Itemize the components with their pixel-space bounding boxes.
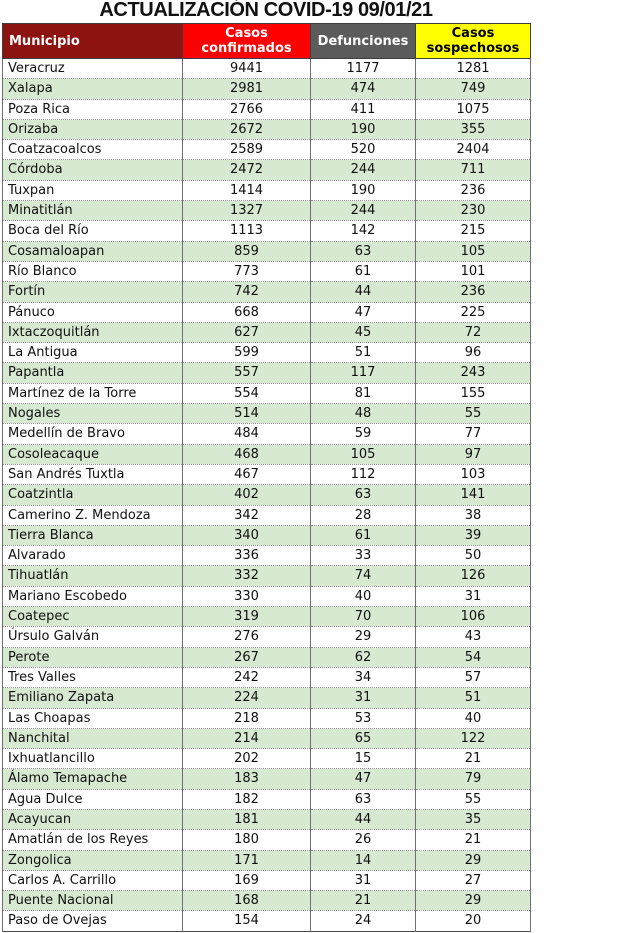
page-title: ACTUALIZACIÓN COVID-19 09/01/21 bbox=[99, 0, 433, 21]
suspected-cases-cell: 96 bbox=[416, 343, 531, 363]
suspected-cases-cell: 101 bbox=[416, 261, 531, 281]
deaths-cell: 29 bbox=[311, 627, 416, 647]
table-row bbox=[3, 221, 531, 241]
confirmed-cases-cell: 336 bbox=[183, 546, 311, 566]
deaths-cell: 31 bbox=[311, 870, 416, 890]
table-row bbox=[3, 586, 531, 606]
table-row bbox=[3, 607, 531, 627]
deaths-cell: 31 bbox=[311, 688, 416, 708]
confirmed-cases-cell: 514 bbox=[183, 404, 311, 424]
confirmed-cases-cell: 218 bbox=[183, 708, 311, 728]
municipality-cell: Tres Valles bbox=[3, 667, 183, 687]
confirmed-cases-cell: 214 bbox=[183, 728, 311, 748]
municipality-cell: Poza Rica bbox=[3, 99, 183, 119]
municipality-cell: Puente Nacional bbox=[3, 891, 183, 911]
table-row bbox=[3, 546, 531, 566]
deaths-cell: 15 bbox=[311, 749, 416, 769]
confirmed-cases-cell: 484 bbox=[183, 424, 311, 444]
municipality-cell: Paso de Ovejas bbox=[3, 911, 183, 931]
deaths-cell: 61 bbox=[311, 261, 416, 281]
municipality-cell: Camerino Z. Mendoza bbox=[3, 505, 183, 525]
municipality-cell: Fortín bbox=[3, 282, 183, 302]
confirmed-cases-cell: 599 bbox=[183, 343, 311, 363]
suspected-cases-cell: 31 bbox=[416, 586, 531, 606]
confirmed-cases-cell: 182 bbox=[183, 789, 311, 809]
confirmed-cases-cell: 773 bbox=[183, 261, 311, 281]
municipality-cell: Veracruz bbox=[3, 59, 183, 79]
table-row bbox=[3, 485, 531, 505]
municipality-cell: Ixtaczoquitlán bbox=[3, 322, 183, 342]
suspected-cases-cell: 1075 bbox=[416, 99, 531, 119]
municipality-cell: Papantla bbox=[3, 363, 183, 383]
confirmed-cases-cell: 2672 bbox=[183, 119, 311, 139]
confirmed-cases-cell: 554 bbox=[183, 383, 311, 403]
deaths-cell: 81 bbox=[311, 383, 416, 403]
deaths-cell: 59 bbox=[311, 424, 416, 444]
municipality-cell: Acayucan bbox=[3, 809, 183, 829]
confirmed-cases-cell: 183 bbox=[183, 769, 311, 789]
column-header-municipio: Municipio bbox=[3, 24, 183, 59]
suspected-cases-cell: 55 bbox=[416, 404, 531, 424]
table-row bbox=[3, 160, 531, 180]
suspected-cases-cell: 21 bbox=[416, 830, 531, 850]
deaths-cell: 28 bbox=[311, 505, 416, 525]
suspected-cases-cell: 236 bbox=[416, 282, 531, 302]
suspected-cases-cell: 72 bbox=[416, 322, 531, 342]
municipality-cell: Úrsulo Galván bbox=[3, 627, 183, 647]
table-row bbox=[3, 322, 531, 342]
table-row bbox=[3, 282, 531, 302]
deaths-cell: 47 bbox=[311, 302, 416, 322]
municipality-cell: La Antigua bbox=[3, 343, 183, 363]
suspected-cases-cell: 39 bbox=[416, 525, 531, 545]
municipality-cell: Carlos A. Carrillo bbox=[3, 870, 183, 890]
deaths-cell: 21 bbox=[311, 891, 416, 911]
table-row bbox=[3, 119, 531, 139]
deaths-cell: 74 bbox=[311, 566, 416, 586]
table-row bbox=[3, 647, 531, 667]
municipality-cell: Ixhuatlancillo bbox=[3, 749, 183, 769]
suspected-cases-cell: 77 bbox=[416, 424, 531, 444]
table-row bbox=[3, 566, 531, 586]
deaths-cell: 1177 bbox=[311, 59, 416, 79]
municipality-cell: Mariano Escobedo bbox=[3, 586, 183, 606]
table-row bbox=[3, 809, 531, 829]
deaths-cell: 112 bbox=[311, 464, 416, 484]
municipality-cell: Medellín de Bravo bbox=[3, 424, 183, 444]
suspected-cases-cell: 126 bbox=[416, 566, 531, 586]
deaths-cell: 190 bbox=[311, 119, 416, 139]
table-row bbox=[3, 79, 531, 99]
municipality-cell: Coatzacoalcos bbox=[3, 140, 183, 160]
municipality-cell: Coatzintla bbox=[3, 485, 183, 505]
suspected-cases-cell: 1281 bbox=[416, 59, 531, 79]
column-header-casos-confirmados: Casos confirmados bbox=[183, 24, 311, 59]
confirmed-cases-cell: 1327 bbox=[183, 201, 311, 221]
suspected-cases-cell: 55 bbox=[416, 789, 531, 809]
table-row bbox=[3, 424, 531, 444]
table-row bbox=[3, 261, 531, 281]
confirmed-cases-cell: 2589 bbox=[183, 140, 311, 160]
suspected-cases-cell: 29 bbox=[416, 850, 531, 870]
table-row bbox=[3, 911, 531, 931]
deaths-cell: 61 bbox=[311, 525, 416, 545]
deaths-cell: 63 bbox=[311, 485, 416, 505]
table-row bbox=[3, 525, 531, 545]
confirmed-cases-cell: 557 bbox=[183, 363, 311, 383]
confirmed-cases-cell: 340 bbox=[183, 525, 311, 545]
deaths-cell: 33 bbox=[311, 546, 416, 566]
suspected-cases-cell: 38 bbox=[416, 505, 531, 525]
deaths-cell: 244 bbox=[311, 201, 416, 221]
deaths-cell: 51 bbox=[311, 343, 416, 363]
confirmed-cases-cell: 180 bbox=[183, 830, 311, 850]
confirmed-cases-cell: 181 bbox=[183, 809, 311, 829]
municipality-cell: Amatlán de los Reyes bbox=[3, 830, 183, 850]
table-row bbox=[3, 708, 531, 728]
municipality-cell: Zongolica bbox=[3, 850, 183, 870]
table-row bbox=[3, 789, 531, 809]
municipality-cell: San Andrés Tuxtla bbox=[3, 464, 183, 484]
deaths-cell: 70 bbox=[311, 607, 416, 627]
suspected-cases-cell: 29 bbox=[416, 891, 531, 911]
municipality-cell: Cosoleacaque bbox=[3, 444, 183, 464]
table-row bbox=[3, 830, 531, 850]
confirmed-cases-cell: 467 bbox=[183, 464, 311, 484]
suspected-cases-cell: 225 bbox=[416, 302, 531, 322]
suspected-cases-cell: 711 bbox=[416, 160, 531, 180]
deaths-cell: 26 bbox=[311, 830, 416, 850]
table-row bbox=[3, 241, 531, 261]
municipality-cell: Tihuatlán bbox=[3, 566, 183, 586]
suspected-cases-cell: 35 bbox=[416, 809, 531, 829]
deaths-cell: 44 bbox=[311, 809, 416, 829]
table-row bbox=[3, 769, 531, 789]
municipality-cell: Orizaba bbox=[3, 119, 183, 139]
suspected-cases-cell: 57 bbox=[416, 667, 531, 687]
table-row bbox=[3, 891, 531, 911]
deaths-cell: 244 bbox=[311, 160, 416, 180]
suspected-cases-cell: 105 bbox=[416, 241, 531, 261]
municipality-cell: Río Blanco bbox=[3, 261, 183, 281]
confirmed-cases-cell: 330 bbox=[183, 586, 311, 606]
municipality-cell: Álamo Temapache bbox=[3, 769, 183, 789]
deaths-cell: 34 bbox=[311, 667, 416, 687]
suspected-cases-cell: 141 bbox=[416, 485, 531, 505]
suspected-cases-cell: 21 bbox=[416, 749, 531, 769]
deaths-cell: 63 bbox=[311, 241, 416, 261]
confirmed-cases-cell: 742 bbox=[183, 282, 311, 302]
suspected-cases-cell: 40 bbox=[416, 708, 531, 728]
confirmed-cases-cell: 468 bbox=[183, 444, 311, 464]
confirmed-cases-cell: 168 bbox=[183, 891, 311, 911]
municipality-cell: Emiliano Zapata bbox=[3, 688, 183, 708]
confirmed-cases-cell: 276 bbox=[183, 627, 311, 647]
confirmed-cases-cell: 2472 bbox=[183, 160, 311, 180]
confirmed-cases-cell: 169 bbox=[183, 870, 311, 890]
suspected-cases-cell: 103 bbox=[416, 464, 531, 484]
confirmed-cases-cell: 319 bbox=[183, 607, 311, 627]
deaths-cell: 105 bbox=[311, 444, 416, 464]
deaths-cell: 48 bbox=[311, 404, 416, 424]
table-row bbox=[3, 99, 531, 119]
confirmed-cases-cell: 402 bbox=[183, 485, 311, 505]
municipality-cell: Nanchital bbox=[3, 728, 183, 748]
confirmed-cases-cell: 267 bbox=[183, 647, 311, 667]
table-row bbox=[3, 850, 531, 870]
confirmed-cases-cell: 332 bbox=[183, 566, 311, 586]
suspected-cases-cell: 79 bbox=[416, 769, 531, 789]
column-header-defunciones: Defunciones bbox=[311, 24, 416, 59]
covid-data-table bbox=[2, 23, 531, 932]
table-row bbox=[3, 870, 531, 890]
municipality-cell: Boca del Río bbox=[3, 221, 183, 241]
municipality-cell: Pánuco bbox=[3, 302, 183, 322]
confirmed-cases-cell: 171 bbox=[183, 850, 311, 870]
table-row bbox=[3, 363, 531, 383]
table-row bbox=[3, 749, 531, 769]
table-row bbox=[3, 140, 531, 160]
municipality-cell: Minatitlán bbox=[3, 201, 183, 221]
confirmed-cases-cell: 224 bbox=[183, 688, 311, 708]
suspected-cases-cell: 43 bbox=[416, 627, 531, 647]
municipality-cell: Tierra Blanca bbox=[3, 525, 183, 545]
deaths-cell: 44 bbox=[311, 282, 416, 302]
suspected-cases-cell: 51 bbox=[416, 688, 531, 708]
suspected-cases-cell: 236 bbox=[416, 180, 531, 200]
municipality-cell: Tuxpan bbox=[3, 180, 183, 200]
confirmed-cases-cell: 242 bbox=[183, 667, 311, 687]
suspected-cases-cell: 50 bbox=[416, 546, 531, 566]
deaths-cell: 142 bbox=[311, 221, 416, 241]
confirmed-cases-cell: 859 bbox=[183, 241, 311, 261]
deaths-cell: 63 bbox=[311, 789, 416, 809]
deaths-cell: 45 bbox=[311, 322, 416, 342]
table-row bbox=[3, 728, 531, 748]
table-row bbox=[3, 383, 531, 403]
deaths-cell: 190 bbox=[311, 180, 416, 200]
confirmed-cases-cell: 627 bbox=[183, 322, 311, 342]
suspected-cases-cell: 54 bbox=[416, 647, 531, 667]
table-row bbox=[3, 505, 531, 525]
suspected-cases-cell: 27 bbox=[416, 870, 531, 890]
table-row bbox=[3, 404, 531, 424]
suspected-cases-cell: 106 bbox=[416, 607, 531, 627]
confirmed-cases-cell: 154 bbox=[183, 911, 311, 931]
confirmed-cases-cell: 2981 bbox=[183, 79, 311, 99]
deaths-cell: 520 bbox=[311, 140, 416, 160]
table-row bbox=[3, 667, 531, 687]
municipality-cell: Agua Dulce bbox=[3, 789, 183, 809]
suspected-cases-cell: 749 bbox=[416, 79, 531, 99]
deaths-cell: 40 bbox=[311, 586, 416, 606]
deaths-cell: 411 bbox=[311, 99, 416, 119]
table-row bbox=[3, 627, 531, 647]
municipality-cell: Perote bbox=[3, 647, 183, 667]
municipality-cell: Las Choapas bbox=[3, 708, 183, 728]
confirmed-cases-cell: 668 bbox=[183, 302, 311, 322]
table-row bbox=[3, 444, 531, 464]
deaths-cell: 24 bbox=[311, 911, 416, 931]
municipality-cell: Alvarado bbox=[3, 546, 183, 566]
table-row bbox=[3, 464, 531, 484]
suspected-cases-cell: 20 bbox=[416, 911, 531, 931]
municipality-cell: Xalapa bbox=[3, 79, 183, 99]
table-row bbox=[3, 59, 531, 79]
deaths-cell: 14 bbox=[311, 850, 416, 870]
suspected-cases-cell: 122 bbox=[416, 728, 531, 748]
confirmed-cases-cell: 202 bbox=[183, 749, 311, 769]
municipality-cell: Coatepec bbox=[3, 607, 183, 627]
table-row bbox=[3, 688, 531, 708]
table-body bbox=[3, 59, 531, 932]
table-row bbox=[3, 201, 531, 221]
deaths-cell: 62 bbox=[311, 647, 416, 667]
municipality-cell: Cosamaloapan bbox=[3, 241, 183, 261]
confirmed-cases-cell: 2766 bbox=[183, 99, 311, 119]
confirmed-cases-cell: 1414 bbox=[183, 180, 311, 200]
deaths-cell: 47 bbox=[311, 769, 416, 789]
table-header bbox=[3, 24, 531, 59]
municipality-cell: Martínez de la Torre bbox=[3, 383, 183, 403]
confirmed-cases-cell: 9441 bbox=[183, 59, 311, 79]
deaths-cell: 117 bbox=[311, 363, 416, 383]
suspected-cases-cell: 215 bbox=[416, 221, 531, 241]
table-row bbox=[3, 180, 531, 200]
suspected-cases-cell: 355 bbox=[416, 119, 531, 139]
table-row bbox=[3, 343, 531, 363]
confirmed-cases-cell: 1113 bbox=[183, 221, 311, 241]
suspected-cases-cell: 2404 bbox=[416, 140, 531, 160]
deaths-cell: 65 bbox=[311, 728, 416, 748]
table-row bbox=[3, 302, 531, 322]
header-row bbox=[3, 24, 531, 59]
suspected-cases-cell: 97 bbox=[416, 444, 531, 464]
confirmed-cases-cell: 342 bbox=[183, 505, 311, 525]
suspected-cases-cell: 155 bbox=[416, 383, 531, 403]
column-header-casos-sospechosos: Casos sospechosos bbox=[416, 24, 531, 59]
suspected-cases-cell: 230 bbox=[416, 201, 531, 221]
municipality-cell: Córdoba bbox=[3, 160, 183, 180]
deaths-cell: 474 bbox=[311, 79, 416, 99]
municipality-cell: Nogales bbox=[3, 404, 183, 424]
deaths-cell: 53 bbox=[311, 708, 416, 728]
suspected-cases-cell: 243 bbox=[416, 363, 531, 383]
